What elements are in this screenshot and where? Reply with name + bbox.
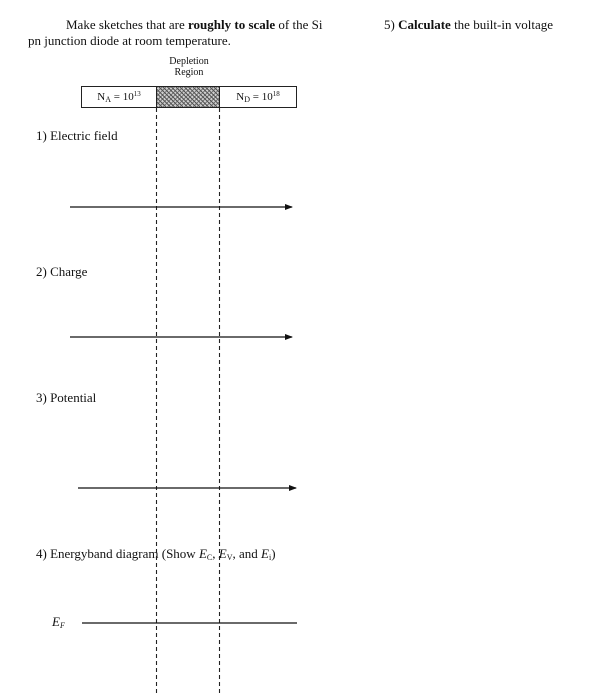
question-5-verb: Calculate: [398, 17, 451, 32]
ec-symbol: E: [198, 546, 207, 561]
na-symbol: N: [97, 91, 106, 103]
na-equals: = 10: [111, 91, 134, 103]
nd-symbol: N: [236, 91, 245, 103]
ef-subscript: F: [59, 621, 65, 630]
ev-subscript: V: [226, 553, 233, 562]
ec-subscript: C: [206, 553, 213, 562]
ef-symbol: E: [52, 614, 60, 629]
depletion-label-line-2: Region: [174, 67, 204, 78]
nd-equals: = 10: [250, 91, 273, 103]
ev-symbol: E: [218, 546, 227, 561]
question-4-separator: ,: [212, 546, 219, 561]
question-4-separator-2: , and: [232, 546, 262, 561]
instructions-text-end: of the Si: [275, 17, 323, 32]
ei-symbol: E: [261, 546, 269, 561]
question-2-label: 2) Charge: [36, 264, 88, 279]
nd-exponent: 18: [272, 90, 280, 98]
instructions-emphasis: roughly to scale: [188, 17, 276, 32]
nd-subscript: D: [244, 95, 250, 104]
na-subscript: A: [105, 95, 111, 104]
depletion-label-line-1: Depletion: [169, 56, 209, 67]
question-5-number: 5): [384, 17, 399, 32]
na-exponent: 13: [133, 90, 141, 98]
question-4-close: ): [271, 546, 276, 561]
question-4-text: 4) Energyband diagram (Show: [36, 546, 199, 561]
question-3-label: 3) Potential: [36, 390, 97, 405]
question-5-text: the built-in voltage: [450, 17, 553, 32]
question-1-label: 1) Electric field: [36, 128, 118, 143]
instructions-line-2: pn junction diode at room temperature.: [28, 33, 231, 48]
ei-subscript: i: [268, 553, 272, 562]
instructions-text: Make sketches that are: [66, 17, 189, 32]
